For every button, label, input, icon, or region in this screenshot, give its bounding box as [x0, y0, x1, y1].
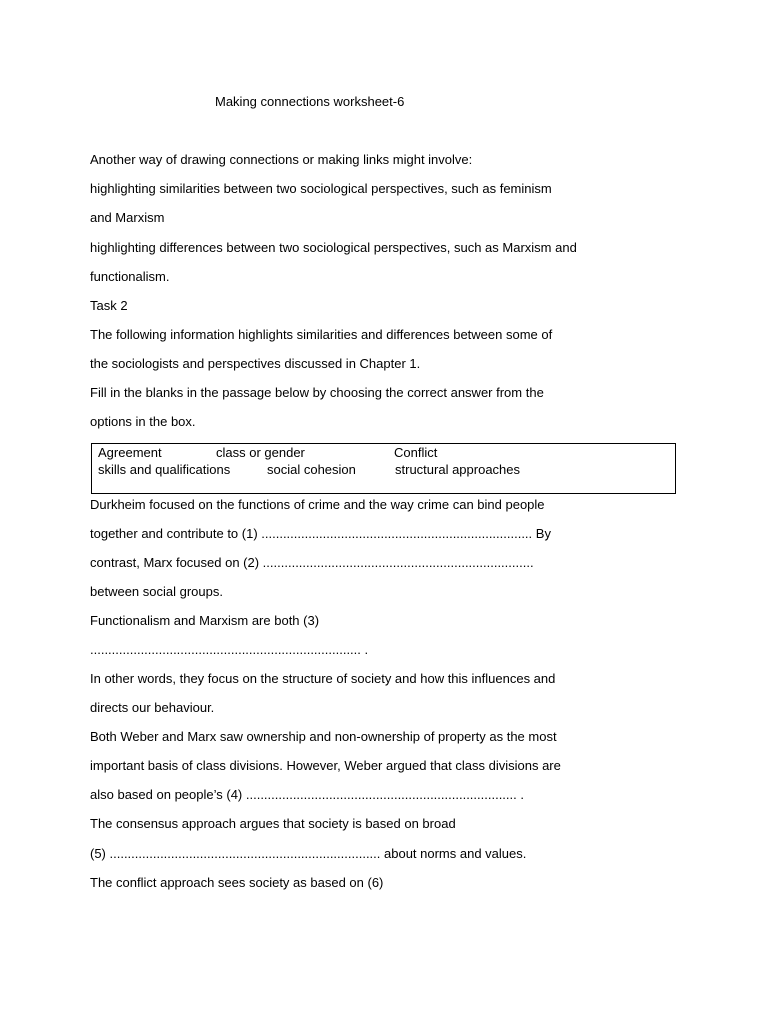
passage-line: (5) ........................................................................... about norms and values. [90, 846, 527, 861]
passage-line: also based on people’s (4) ........................................................................... . [90, 787, 524, 802]
intro-line: and Marxism [90, 210, 165, 225]
option-skills-and-qualifications: skills and qualifications [98, 462, 231, 477]
answer-options-box [91, 443, 676, 494]
passage-line: directs our behaviour. [90, 700, 215, 715]
option-structural-approaches: structural approaches [395, 462, 521, 477]
passage-line: The consensus approach argues that society is based on broad [90, 816, 456, 831]
passage-line: between social groups. [90, 584, 223, 599]
passage-line: contrast, Marx focused on (2) ........................................................................... [90, 555, 534, 570]
passage-line: important basis of class divisions. However, Weber argued that class divisions are [90, 758, 561, 773]
task-instruction-line: The following information highlights similarities and differences between some of [90, 327, 553, 342]
passage-line: In other words, they focus on the structure of society and how this influences and [90, 671, 556, 686]
option-agreement: Agreement [98, 445, 162, 460]
passage-line: The conflict approach sees society as based on (6) [90, 875, 384, 890]
intro-line: highlighting differences between two sociological perspectives, such as Marxism and [90, 240, 577, 255]
passage-line: together and contribute to (1) ........................................................................... By [90, 526, 551, 541]
worksheet-title: Making connections worksheet-6 [215, 94, 405, 109]
intro-line: Another way of drawing connections or making links might involve: [90, 152, 473, 167]
intro-line: highlighting similarities between two sociological perspectives, such as feminism [90, 181, 552, 196]
passage-line: Durkheim focused on the functions of crime and the way crime can bind people [90, 497, 545, 512]
task-heading: Task 2 [90, 298, 128, 313]
option-conflict: Conflict [394, 445, 438, 460]
task-instruction-line: Fill in the blanks in the passage below by choosing the correct answer from the [90, 385, 544, 400]
task-instruction-line: the sociologists and perspectives discussed in Chapter 1. [90, 356, 421, 371]
option-class-or-gender: class or gender [216, 445, 305, 460]
passage-line: ........................................................................... . [90, 642, 369, 657]
passage-line: Both Weber and Marx saw ownership and non-ownership of property as the most [90, 729, 557, 744]
intro-line: functionalism. [90, 269, 170, 284]
task-instruction-line: options in the box. [90, 414, 196, 429]
passage-line: Functionalism and Marxism are both (3) [90, 613, 320, 628]
option-social-cohesion: social cohesion [267, 462, 356, 477]
